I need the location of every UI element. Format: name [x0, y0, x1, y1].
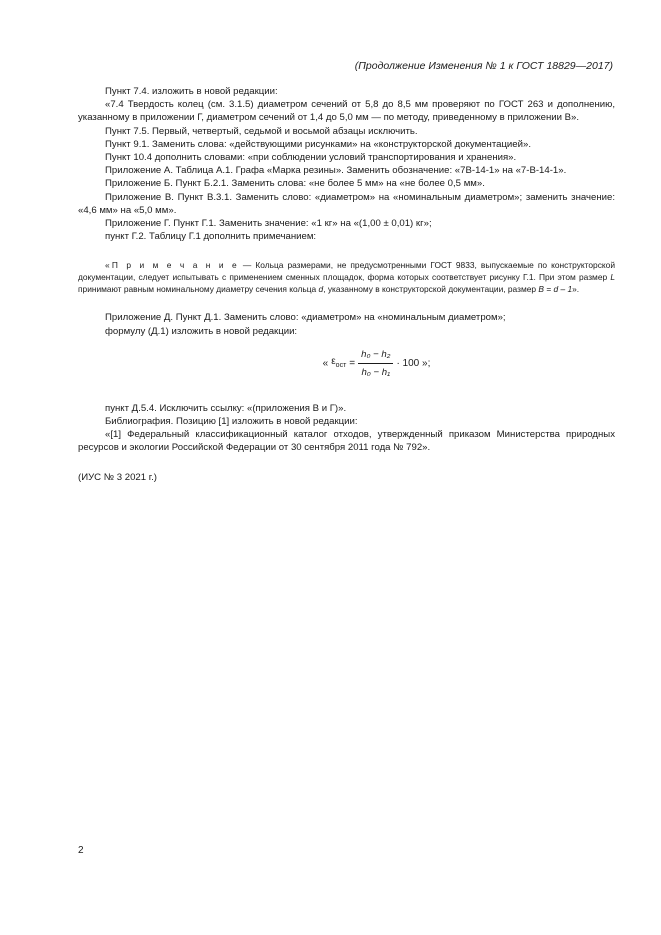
- formula-fraction: [358, 348, 393, 379]
- paragraph: Пункт 10.4 дополнить словами: «при соблюдении условий транспортирования и хранения».: [105, 152, 517, 164]
- formula-numerator: h₀ − h₂: [358, 348, 393, 364]
- note-text: — Кольца размерами, не предусмотренными ГОСТ 9833, выпускаемые по конструкторской документации, следует испытывать с применением сменных площадок, форма которых соответствует рисунку Г.1. При этом размер: [78, 260, 615, 283]
- running-header: (Продолжение Изменения № 1 к ГОСТ 18829—2017): [354, 60, 613, 72]
- formula-epsilon-subscript: ост: [335, 361, 347, 369]
- formula-open-quote: «: [322, 357, 329, 369]
- paragraph: «[1] Федеральный классификационный каталог отходов, утвержденный приказом Министерства природных ресурсов и экологии Российской Федерации от 30 сентября 2011 года № 792».: [78, 429, 615, 454]
- page-number: 2: [78, 845, 84, 856]
- formula-epsilon: $\varepsilon_{ост}$: [331, 355, 347, 369]
- paragraph: Приложение Б. Пункт Б.2.1. Заменить слова: «не более 5 мм» на «не более 0,5 мм».: [105, 178, 485, 190]
- paragraph: Пункт 9.1. Заменить слова: «действующими рисунками» на «конструкторской документацией».: [105, 138, 531, 150]
- note-text: принимают равным номинальному диаметру сечения кольца: [78, 284, 319, 295]
- paragraph: пункт Д.5.4. Исключить ссылку: «(приложения В и Г)».: [105, 402, 347, 414]
- formula-denominator: h₀ − h₁: [361, 367, 391, 379]
- paragraph: Библиография. Позицию [1] изложить в новой редакции:: [105, 416, 358, 428]
- paragraph: Приложение Д. Пункт Д.1. Заменить слово: «диаметром» на «номинальным диаметром»;: [105, 312, 506, 324]
- paragraph: Приложение В. Пункт В.3.1. Заменить слово: «диаметром» на «номинальным диаметром»; заменить значение: «4,6 мм» на «5,0 мм».: [78, 191, 615, 216]
- formula-equals: =: [349, 357, 356, 369]
- paragraph: Пункт 7.4. изложить в новой редакции:: [105, 86, 278, 97]
- formula-d1: [78, 348, 615, 388]
- paragraph: Пункт 7.5. Первый, четвертый, седьмой и восьмой абзацы исключить.: [105, 125, 418, 137]
- paragraph: формулу (Д.1) изложить в новой редакции:: [105, 325, 298, 337]
- paragraph: пункт Г.2. Таблицу Г.1 дополнить примечанием:: [105, 231, 317, 243]
- note-text: ».: [572, 284, 580, 295]
- note-label: «П р и м е ч а н и е: [105, 260, 239, 271]
- document-body: [78, 85, 615, 484]
- note-variable-d: d: [318, 284, 324, 295]
- paragraph: «7.4 Твердость колец (см. 3.1.5) диаметром сечений от 5,8 до 8,5 мм проверяют по ГОСТ 263 и дополнению, указанному в приложении Г, диаметром сечений от 1,4 до 5,0 мм — по методу, приведенному в приложении В».: [78, 99, 615, 124]
- paragraph: Приложение Г. Пункт Г.1. Заменить значение: «1 кг» на «(1,00 ± 0,01) кг»;: [105, 218, 432, 230]
- paragraph: Приложение А. Таблица А.1. Графа «Марка резины». Заменить обозначение: «7В-14-1» на «7-В-14-1».: [105, 165, 567, 177]
- note-text: , указанному в конструкторской документации, размер: [323, 284, 539, 295]
- note-variable-b: B = d – 1: [538, 284, 573, 295]
- note-paragraph: [78, 259, 615, 295]
- formula-tail: · 100 »;: [396, 357, 431, 369]
- ius-reference: (ИУС № 3 2021 г.): [78, 471, 157, 483]
- note-variable-l: L: [610, 272, 615, 283]
